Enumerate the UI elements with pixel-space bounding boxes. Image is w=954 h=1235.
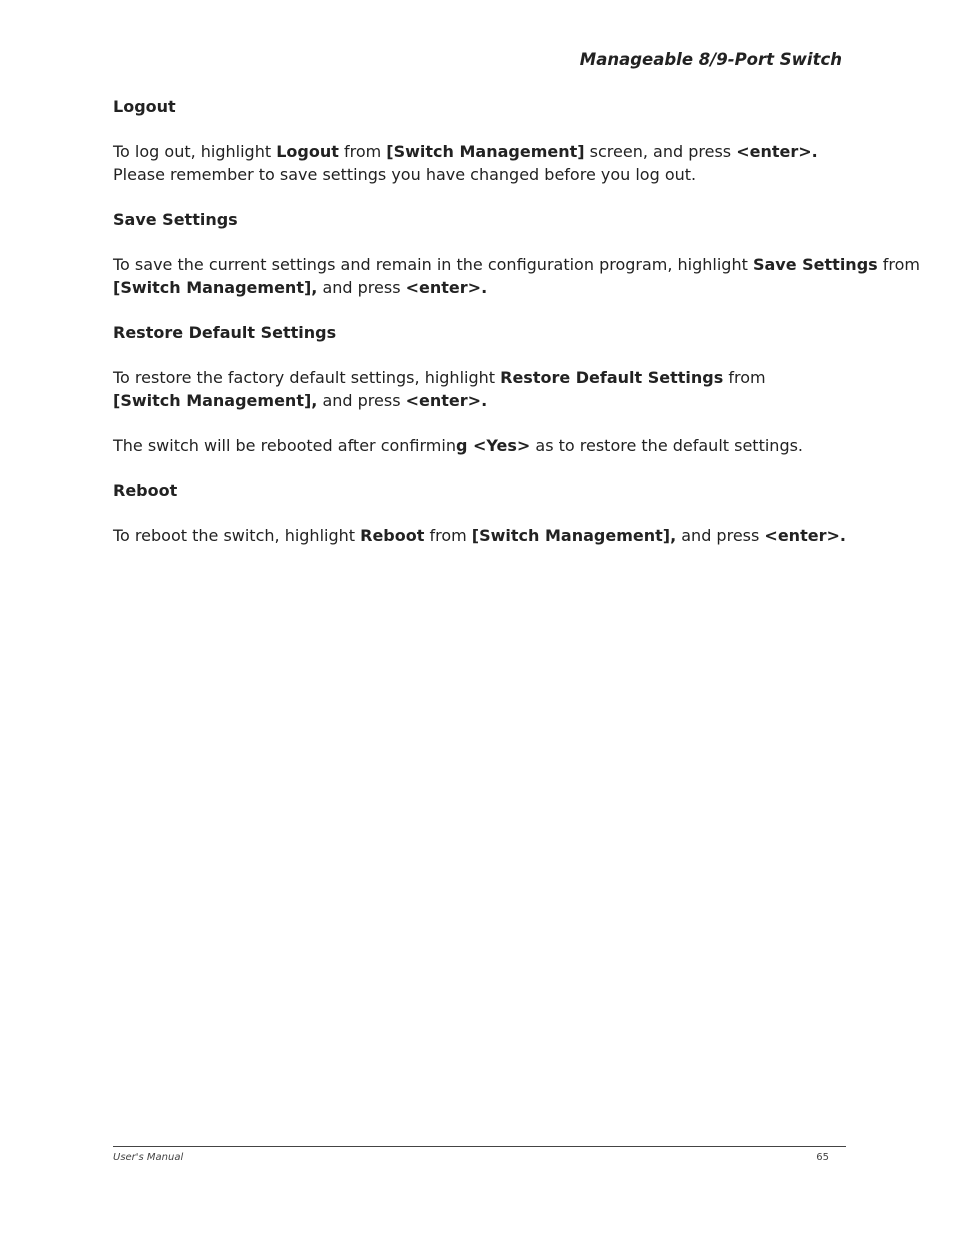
text-span: To log out, highlight	[113, 142, 277, 161]
bold-term: <enter>.	[405, 278, 488, 297]
text-span: from	[723, 368, 766, 387]
text-span: and press	[676, 526, 765, 545]
section-heading-reboot: Reboot	[113, 481, 178, 500]
bold-term: [Switch Management],	[113, 278, 318, 297]
restore-default-paragraph	[113, 366, 903, 412]
bold-term: <enter>.	[736, 142, 818, 161]
bold-term: <enter>.	[405, 391, 488, 410]
text-span: from	[424, 526, 472, 545]
restore-reboot-note	[113, 434, 903, 457]
page-body	[113, 95, 920, 569]
bold-term: g <Yes>	[455, 436, 531, 455]
text-span: and press	[317, 391, 406, 410]
text-span: from	[877, 255, 920, 274]
section-heading-logout: Logout	[113, 97, 176, 116]
text-span: screen, and press	[584, 142, 737, 161]
text-span: and press	[317, 278, 406, 297]
text-span: To save the current settings and remain in the configuration program, highlight	[113, 255, 753, 274]
bold-term: [Switch Management]	[386, 142, 585, 161]
logout-paragraph	[113, 140, 903, 186]
save-settings-paragraph	[113, 253, 920, 299]
text-span: as to restore the default settings.	[530, 436, 804, 455]
bold-term: Restore Default Settings	[500, 368, 724, 387]
reboot-paragraph	[113, 524, 903, 547]
running-header-title: Manageable 8/9-Port Switch	[579, 50, 842, 69]
text-span: To reboot the switch, highlight	[113, 526, 361, 545]
footer-divider	[113, 1146, 846, 1147]
text-span: Please remember to save settings you have changed before you log out.	[113, 165, 697, 184]
bold-term: Save Settings	[752, 255, 878, 274]
text-span: from	[338, 142, 387, 161]
bold-term: [Switch Management],	[471, 526, 677, 545]
page-number: 65	[816, 1152, 829, 1163]
bold-term: Reboot	[360, 526, 425, 545]
text-span: To restore the factory default settings, highlight	[113, 368, 501, 387]
section-heading-save-settings: Save Settings	[113, 210, 238, 229]
text-span: The switch will be rebooted after confirmin	[113, 436, 456, 455]
section-heading-restore-default: Restore Default Settings	[113, 323, 337, 342]
bold-term: <enter>.	[764, 526, 846, 545]
bold-term: [Switch Management],	[113, 391, 318, 410]
footer-manual-label: User's Manual	[113, 1152, 184, 1163]
bold-term: Logout	[276, 142, 339, 161]
